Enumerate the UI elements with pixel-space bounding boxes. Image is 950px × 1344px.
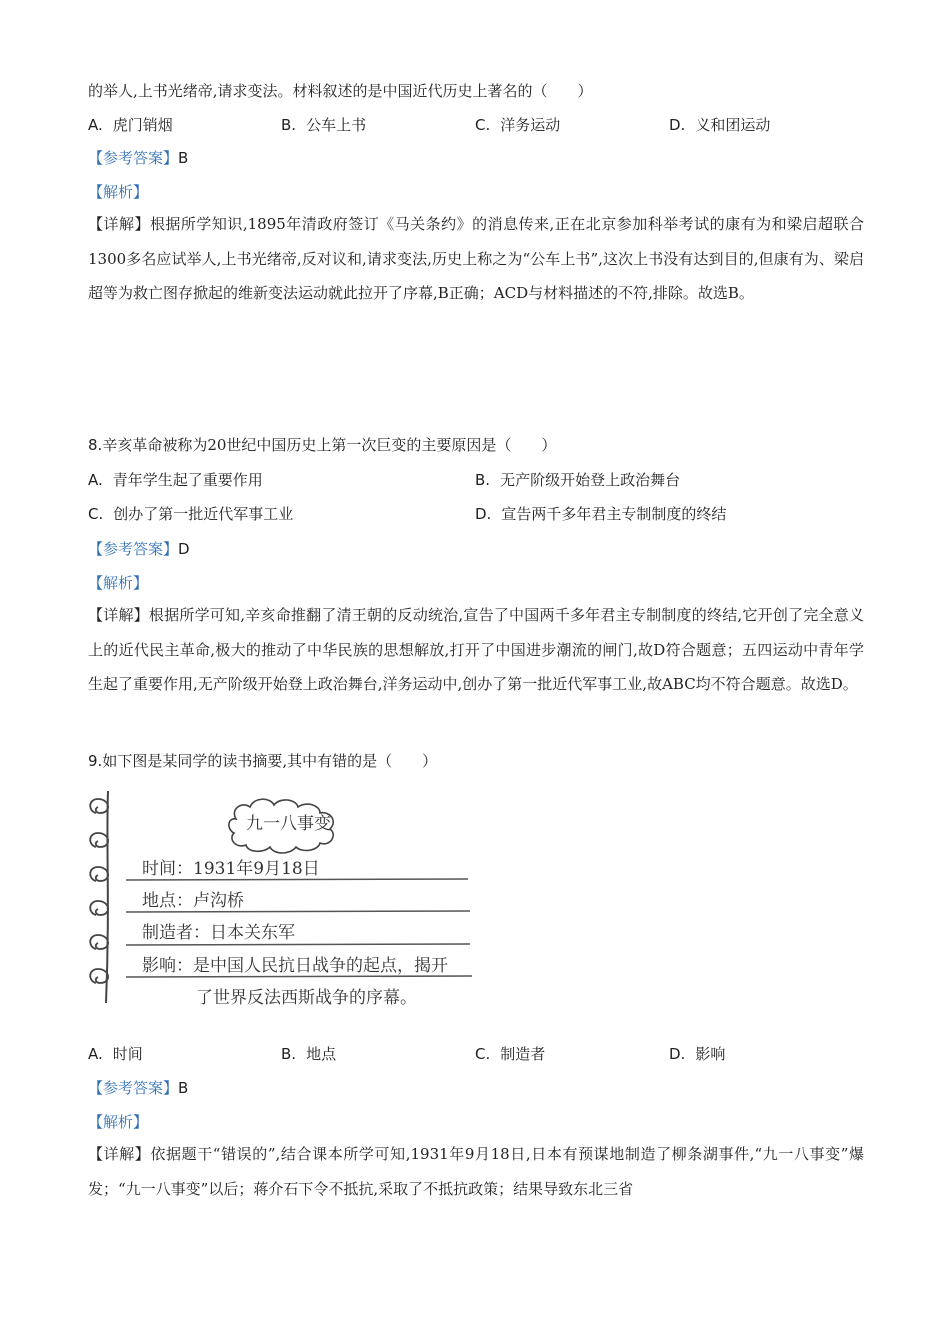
q8-stem: [88, 434, 556, 456]
q8-option-b-text: 无产阶级开始登上政治舞台: [500, 471, 681, 489]
q8-option-b[interactable]: [475, 469, 680, 491]
q7-answer: [88, 147, 188, 169]
note-impact-line1: 影响：是中国人民抗日战争的起点，揭开: [142, 956, 448, 976]
q9-stem: [88, 750, 437, 772]
q8-detail: 【详解】根据所学可知,辛亥命推翻了清王朝的反动统治,宣告了中国两千多年君主专制制度的终结,它开创了完全意义上的近代民主革命,极大的推动了中华民族的思想解放,打开了中国进步潮流的闸门,故D符合题意；五四运动中青年学生起了重要作用,无产阶级开始登上政治舞台,洋务运动中,创办了第一批近代军事工业,故ABC均不符合题意。故选D。: [88, 606, 864, 693]
q9-option-b[interactable]: [281, 1043, 336, 1065]
q8-option-c[interactable]: [88, 503, 293, 525]
q9-detail: 【详解】依据题干“错误的”,结合课本所学可知,1931年9月18日,日本有预谋地制造了柳条湖事件,“九一八事变”爆发；“九一八事变”以后；蒋介石下令不抵抗,采取了不抵抗政策；结果导致东北三省: [88, 1145, 864, 1198]
q8-option-d-text: 宣告两千多年君主专制制度的终结: [501, 505, 727, 523]
q7-option-b[interactable]: [281, 114, 366, 136]
q7-stem-tail: 的举人,上书光绪帝,请求变法。材料叙述的是中国近代历史上著名的（ ）: [88, 82, 593, 100]
note-maker: 制造者：日本关东军: [142, 923, 295, 943]
q9-option-a-text: 时间: [112, 1045, 143, 1063]
q9-option-d-letter: D.: [669, 1045, 686, 1063]
q7-option-c-text: 洋务运动: [500, 116, 561, 134]
q8-option-c-letter: C.: [88, 505, 104, 523]
spiral-rings-icon: [90, 799, 108, 983]
notebook-sketch: [86, 785, 478, 1017]
q9-option-c-letter: C.: [475, 1045, 491, 1063]
q9-answer-label: 【参考答案】: [88, 1079, 179, 1097]
q9-answer: [88, 1077, 188, 1099]
note-impact-line2: 了世界反法西斯战争的序幕。: [196, 988, 417, 1008]
note-place: 地点：卢沟桥: [142, 891, 244, 911]
q8-option-d[interactable]: [475, 503, 726, 525]
q9-option-d-text: 影响: [695, 1045, 726, 1063]
q9-option-a[interactable]: [88, 1043, 143, 1065]
q9-stem-text: 如下图是某同学的读书摘要,其中有错的是（ ）: [102, 752, 438, 770]
q8-option-a[interactable]: [88, 469, 263, 491]
q7-option-a-text: 虎门销烟: [112, 116, 173, 134]
q8-answer-value: D: [178, 540, 190, 558]
q8-stem-text: 辛亥革命被称为20世纪中国历史上第一次巨变的主要原因是（ ）: [102, 436, 557, 454]
q7-option-c[interactable]: [475, 114, 560, 136]
q8-number: 8.: [88, 436, 103, 454]
q7-option-a-letter: A.: [88, 116, 103, 134]
q7-option-c-letter: C.: [475, 116, 491, 134]
q8-option-d-letter: D.: [475, 505, 492, 523]
q7-option-a[interactable]: [88, 114, 173, 136]
q8-option-c-text: 创办了第一批近代军事工业: [113, 505, 294, 523]
q9-option-b-letter: B.: [281, 1045, 297, 1063]
q9-number: 9.: [88, 752, 103, 770]
q9-answer-value: B: [178, 1079, 189, 1097]
q8-option-a-text: 青年学生起了重要作用: [112, 471, 263, 489]
q9-option-c-text: 制造者: [500, 1045, 546, 1063]
q9-option-c[interactable]: [475, 1043, 545, 1065]
q8-option-a-letter: A.: [88, 471, 103, 489]
q7-answer-value: B: [178, 149, 189, 167]
q9-analysis-label: 【解析】: [88, 1113, 149, 1131]
note-time: 时间：1931年9月18日: [142, 859, 320, 879]
q9-option-d[interactable]: [669, 1043, 725, 1065]
q9-option-a-letter: A.: [88, 1045, 103, 1063]
reading-note-figure: [86, 785, 478, 1017]
q8-answer-label: 【参考答案】: [88, 540, 179, 558]
q7-detail: 【详解】根据所学知识,1895年清政府签订《马关条约》的消息传来,正在北京参加科举考试的康有为和梁启超联合1300多名应试举人,上书光绪帝,反对议和,请求变法,历史上称之为“公车上书”,这次上书没有达到目的,但康有为、梁启超等为救亡图存掀起的维新变法运动就此拉开了序幕,B正确；ACD与材料描述的不符,排除。故选B。: [88, 215, 864, 302]
q7-analysis-label: 【解析】: [88, 183, 149, 201]
q7-option-d-letter: D.: [669, 116, 686, 134]
q8-answer: [88, 538, 190, 560]
q7-option-b-text: 公车上书: [306, 116, 367, 134]
note-title: 九一八事变: [246, 814, 331, 834]
q7-option-b-letter: B.: [281, 116, 297, 134]
q7-answer-label: 【参考答案】: [88, 149, 179, 167]
q7-option-d[interactable]: [669, 114, 770, 136]
q8-analysis-label: 【解析】: [88, 574, 149, 592]
q7-option-d-text: 义和团运动: [695, 116, 771, 134]
q9-option-b-text: 地点: [306, 1045, 337, 1063]
q8-option-b-letter: B.: [475, 471, 491, 489]
